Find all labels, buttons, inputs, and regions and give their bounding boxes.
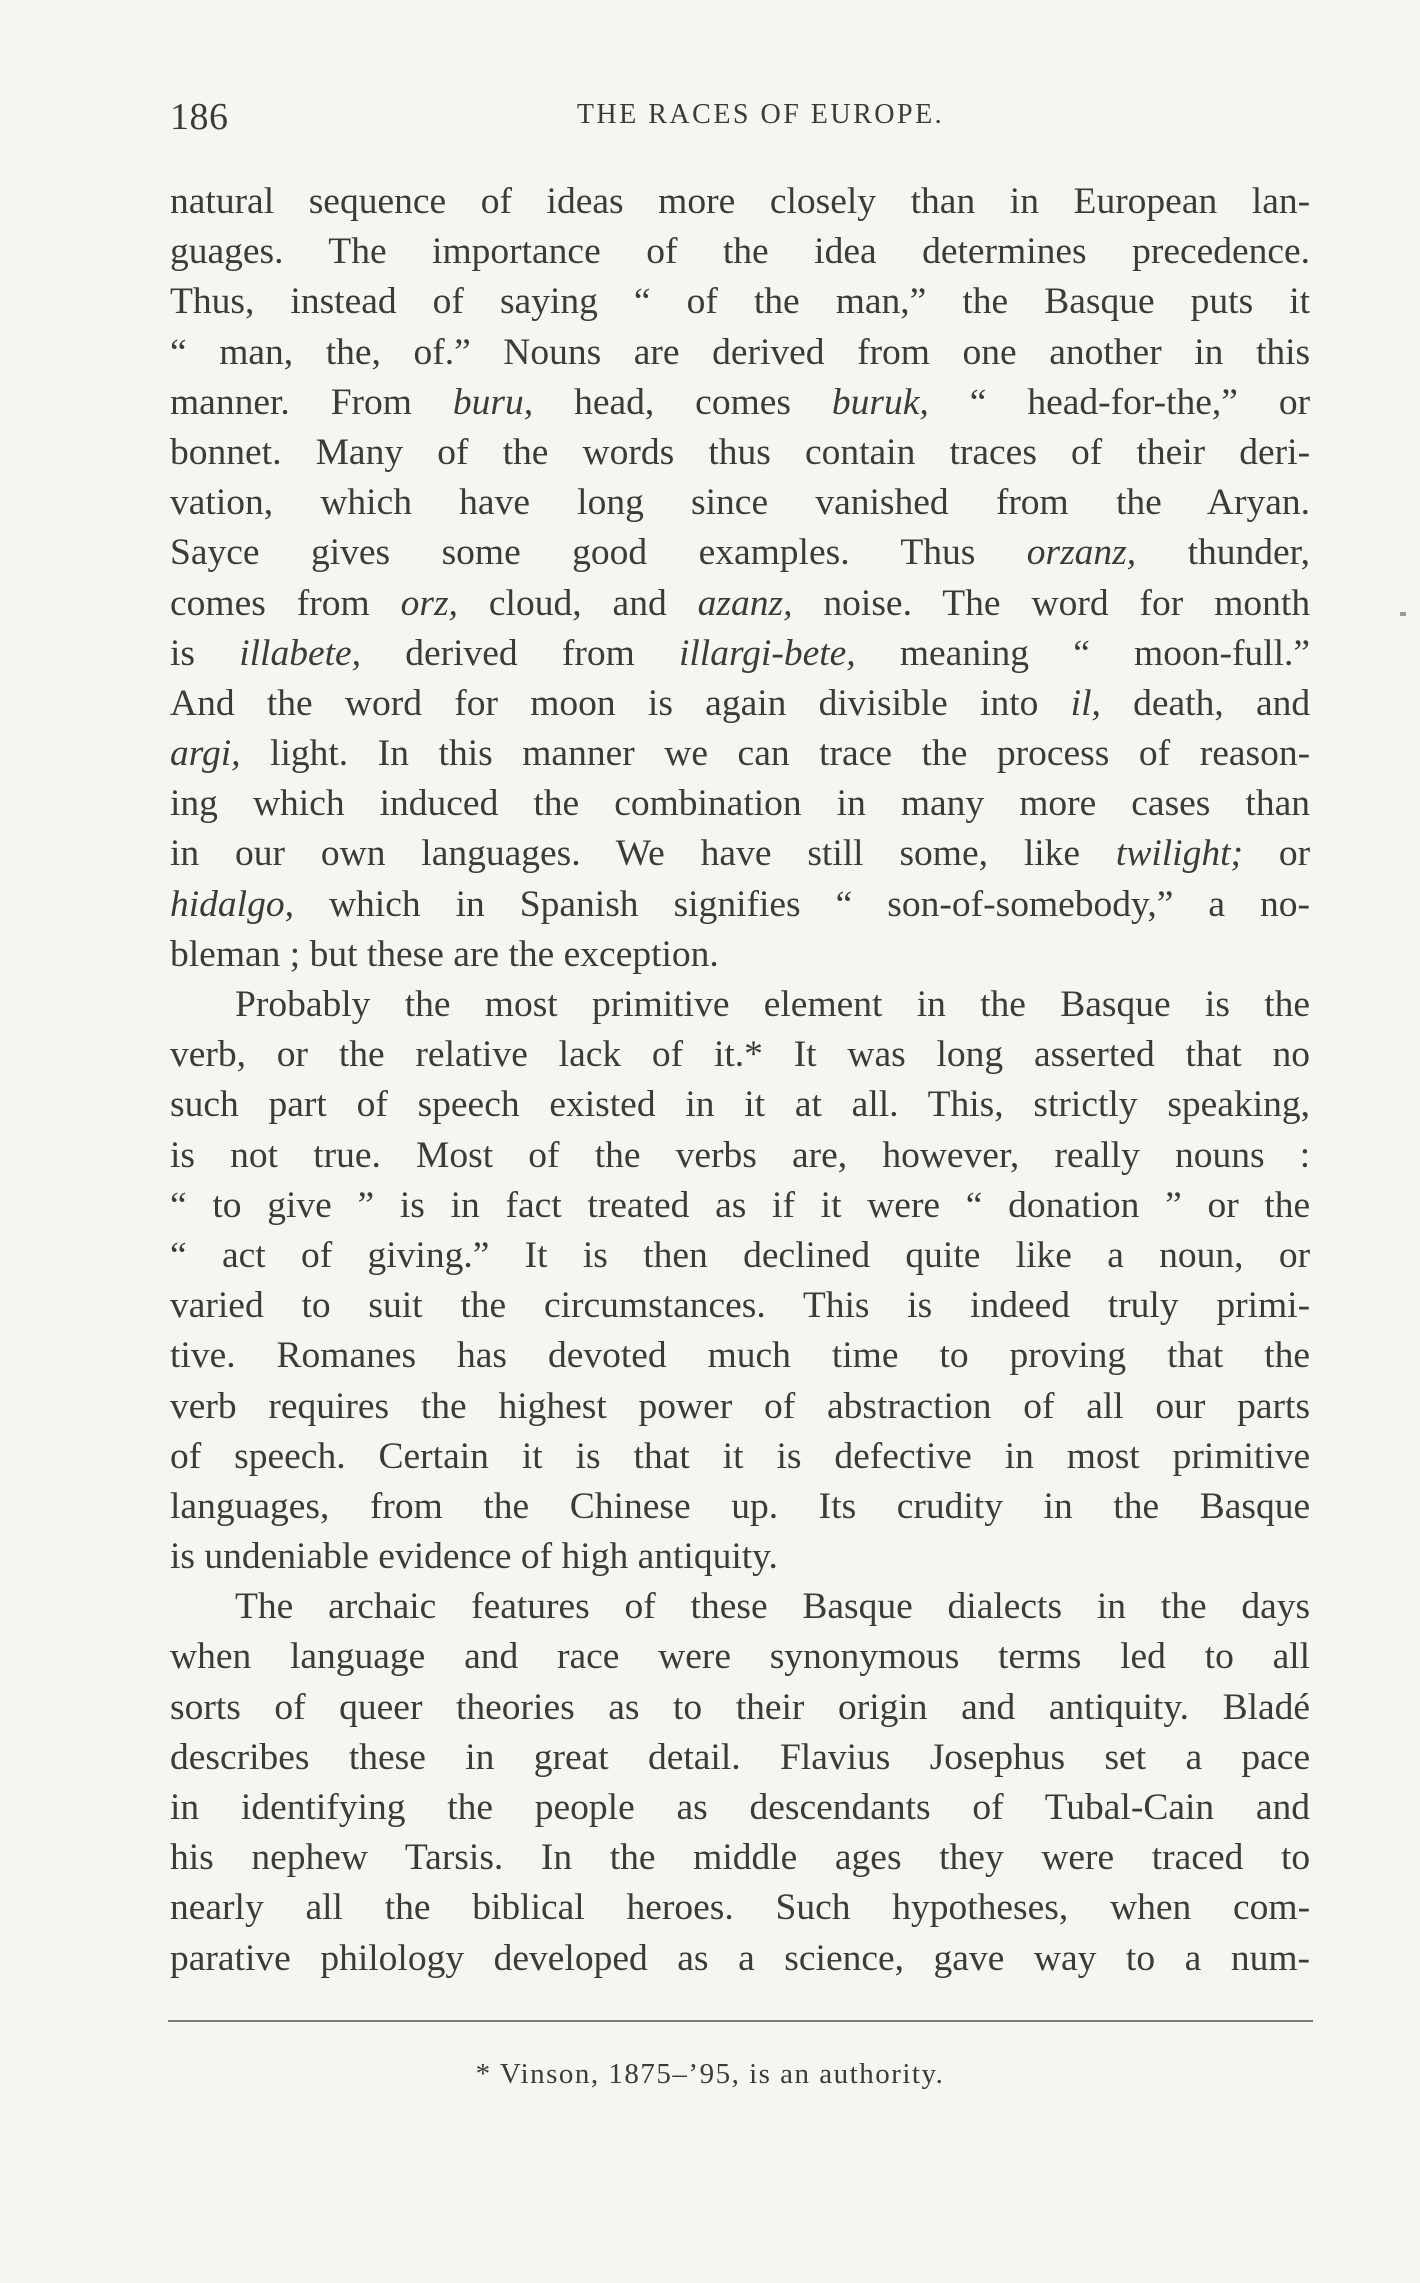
italic-term: twilight;	[1115, 833, 1243, 875]
italic-term: hidalgo,	[170, 883, 294, 925]
text-line: guages. The importance of the idea determines precedence.	[170, 231, 1311, 273]
italic-term: orzanz,	[1026, 532, 1137, 574]
text-line: is not true. Most of the verbs are, however, really nouns :	[170, 1134, 1311, 1176]
page-header	[168, 95, 1313, 145]
footnote-divider	[168, 2020, 1313, 2022]
running-title: THE RACES OF EUROPE.	[576, 99, 945, 130]
text-line: sorts of queer theories as to their origin and antiquity. Bladé	[170, 1686, 1311, 1728]
text-line: parative philology developed as a science, gave way to a num-	[170, 1937, 1311, 1979]
text-line: verb, or the relative lack of it.* It was long asserted that no	[170, 1034, 1311, 1076]
text-line: comes from orz, cloud, and azanz, noise. The word for month	[170, 582, 1311, 624]
text-line: in identifying the people as descendants of Tubal-Cain and	[170, 1787, 1311, 1828]
italic-term: il,	[1070, 682, 1101, 724]
text-line: vation, which have long since vanished from the Aryan.	[170, 482, 1310, 524]
text-line: is undeniable evidence of high antiquity.	[170, 1536, 778, 1578]
footnote: * Vinson, 1875–’95, is an authority.	[475, 2058, 945, 2090]
italic-term: illabete,	[239, 632, 362, 674]
text-line: when language and race were synonymous terms led to all	[170, 1636, 1311, 1678]
paragraph-start-line: Probably the most primitive element in the Basque is the	[235, 984, 1311, 1025]
text-line: in our own languages. We have still some, like twilight; or	[170, 833, 1311, 875]
italic-term: argi,	[170, 733, 241, 775]
text-line: Sayce gives some good examples. Thus orzanz, thunder,	[170, 532, 1311, 574]
text-line: nearly all the biblical heroes. Such hypotheses, when com-	[170, 1887, 1311, 1929]
text-line: “ act of giving.” It is then declined quite like a noun, or	[170, 1234, 1311, 1276]
text-line: of speech. Certain it is that it is defective in most primitive	[170, 1435, 1311, 1477]
text-line: And the word for moon is again divisible into il, death, and	[170, 682, 1311, 724]
italic-term: orz,	[400, 582, 458, 624]
text-line: bleman ; but these are the exception.	[170, 933, 719, 975]
scan-speck	[1400, 612, 1406, 616]
text-line: “ man, the, of.” Nouns are derived from one another in this	[170, 331, 1311, 373]
text-line: varied to suit the circumstances. This is indeed truly primi-	[170, 1285, 1311, 1327]
paragraph-start-line: The archaic features of these Basque dialects in the days	[235, 1586, 1311, 1628]
text-line: his nephew Tarsis. In the middle ages they were traced to	[170, 1837, 1311, 1879]
text-line: describes these in great detail. Flavius Josephus set a pace	[170, 1736, 1311, 1778]
text-line: bonnet. Many of the words thus contain traces of their deri-	[170, 431, 1311, 473]
text-line: Thus, instead of saying “ of the man,” the Basque puts it	[170, 281, 1311, 323]
italic-term: azanz,	[697, 582, 793, 624]
italic-term: illargi-bete,	[678, 632, 856, 674]
text-line: hidalgo, which in Spanish signifies “ son-of-somebody,” a no-	[170, 883, 1311, 925]
text-line: verb requires the highest power of abstraction of all our parts	[170, 1385, 1311, 1427]
text-line: such part of speech existed in it at all. This, strictly speaking,	[170, 1084, 1310, 1126]
text-line: languages, from the Chinese up. Its crudity in the Basque	[170, 1485, 1311, 1527]
body-text	[170, 177, 1310, 1984]
text-line: argi, light. In this manner we can trace the process of reason-	[170, 733, 1311, 775]
italic-term: buruk,	[831, 381, 929, 423]
text-line: manner. From buru, head, comes buruk, “ head-for-the,” or	[170, 381, 1311, 423]
text-line: is illabete, derived from illargi-bete, meaning “ moon-full.”	[170, 632, 1311, 674]
text-line: “ to give ” is in fact treated as if it were “ donation ” or the	[170, 1184, 1311, 1226]
text-line: tive. Romanes has devoted much time to proving that the	[170, 1335, 1311, 1377]
text-line: natural sequence of ideas more closely than in European lan-	[170, 181, 1311, 222]
text-line: ing which induced the combination in many more cases than	[170, 783, 1310, 825]
italic-term: buru,	[452, 381, 534, 423]
page-number: 186	[170, 96, 229, 138]
